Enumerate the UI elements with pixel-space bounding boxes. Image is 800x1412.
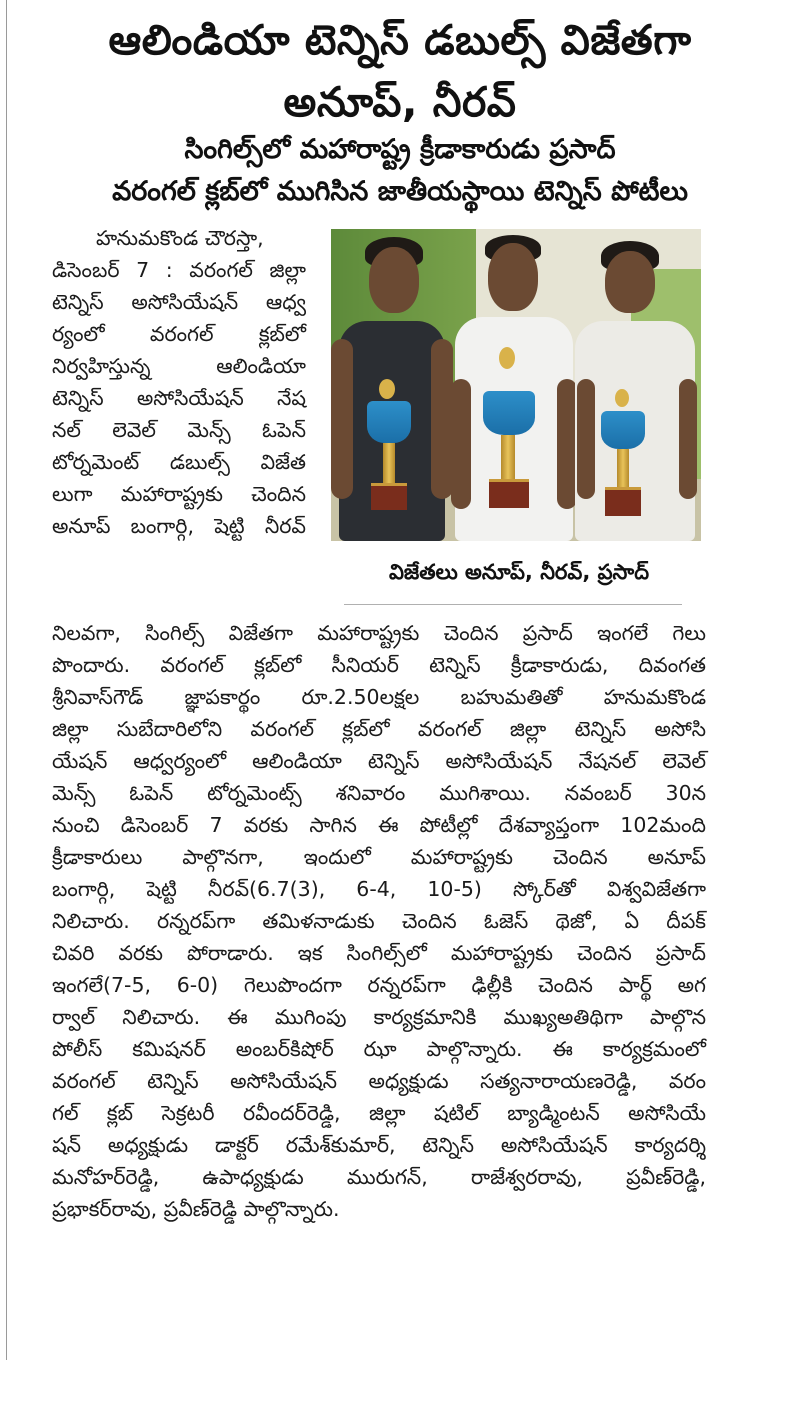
body-line: అనూప్ బంగార్గి, షెట్టి నీరవ్	[52, 514, 306, 538]
body-line: టోర్నమెంట్ డబుల్స్ విజేత	[52, 450, 306, 474]
caption-divider	[344, 604, 682, 605]
body-line: నిర్వహిస్తున్న ఆలిండియా	[52, 354, 306, 378]
body-line: హనుమకొండ చౌరస్తా,	[96, 226, 264, 250]
headline-line-1: ఆలిండియా టెన్నిస్ డబుల్స్ విజేతగా	[108, 16, 692, 64]
body-line: టెన్నిస్ అసోసియేషన్ ఆధ్వ	[52, 290, 306, 314]
body-line: డిసెంబర్ 7 : వరంగల్ జిల్లా	[52, 258, 306, 282]
body-line: నల్ లెవెల్ మెన్స్ ఓపెన్	[52, 418, 306, 442]
body-line: టెన్నిస్ అసోసియేషన్ నేష	[52, 386, 306, 410]
body-line: షన్ అధ్యక్షుడు డాక్టర్ రమేశ్‌కుమార్, టెన్నిస్ అసోసియేషన్ కార్యదర్శి	[52, 1133, 706, 1157]
body-line: ర్వాల్ నిలిచారు. ఈ ముగింపు కార్యక్రమానికి ముఖ్యఅతిథిగా పాల్గొన	[52, 1005, 706, 1029]
body-line: మనోహర్‌రెడ్డి, ఉపాధ్యక్షుడు మురుగన్, రాజేశ్వరరావు, ప్రవీణ్‌రెడ్డి,	[52, 1165, 706, 1189]
body-line: నుంచి డిసెంబర్ 7 వరకు సాగిన ఈ పోటీల్లో దేశవ్యాప్తంగా 102మంది	[52, 813, 706, 837]
body-line: నిలిచారు. రన్నరప్‌గా తమిళనాడుకు చెందిన ఓజెస్ థెజో, ఏ దీపక్	[52, 909, 706, 933]
body-line: పొందారు. వరంగల్ క్లబ్‌లో సీనియర్ టెన్నిస్ క్రీడాకారుడు, దివంగత	[52, 653, 706, 677]
body-line: వరంగల్ టెన్నిస్ అసోసియేషన్ అధ్యక్షుడు సత్యనారాయణరెడ్డి, వరం	[52, 1069, 706, 1093]
subheadline-line-2: వరంగల్ క్లబ్‌లో ముగిసిన జాతీయస్థాయి టెన్నిస్ పోటీలు	[112, 176, 688, 207]
body-line: యేషన్ ఆధ్వర్యంలో ఆలిండియా టెన్నిస్ అసోసియేషన్ నేషనల్ లెవెల్	[52, 749, 706, 773]
body-line: ఇంగలే(7-5, 6-0) గెలుపొందగా రన్నరప్‌గా ఢిల్లీకి చెందిన పార్థ్ అగ	[52, 973, 706, 997]
body-line: క్రీడాకారులు పాల్గొనగా, ఇందులో మహారాష్ట్రకు చెందిన అనూప్	[52, 845, 706, 869]
body-line: నిలవగా, సింగిల్స్ విజేతగా మహారాష్ట్రకు చెందిన ప్రసాద్ ఇంగలే గెలు	[52, 621, 706, 645]
body-line: జిల్లా సుబేదారిలోని వరంగల్ క్లబ్‌లో వరంగల్ జిల్లా టెన్నిస్ అసోసి	[52, 717, 706, 741]
body-line: ర్యంలో వరంగల్ క్లబ్‌లో	[52, 322, 306, 346]
photo-caption: విజేతలు అనూప్, నీరవ్, ప్రసాద్	[388, 560, 650, 584]
column-rule	[6, 0, 7, 1360]
body-line: శ్రీనివాస్‌గౌడ్ జ్ఞాపకార్థం రూ.2.50లక్షల బహుమతితో హనుమకొండ	[52, 685, 706, 709]
subheadline-line-1: సింగిల్స్‌లో మహారాష్ట్ర క్రీడాకారుడు ప్రసాద్	[184, 134, 616, 165]
winners-photo	[331, 229, 701, 541]
body-line: ప్రభాకర్‌రావు, ప్రవీణ్‌రెడ్డి పాల్గొన్నారు.	[52, 1197, 340, 1221]
body-line: చివరి వరకు పోరాడారు. ఇక సింగిల్స్‌లో మహారాష్ట్రకు చెందిన ప్రసాద్	[52, 941, 706, 965]
body-line: లుగా మహారాష్ట్రకు చెందిన	[52, 482, 306, 506]
body-line: బంగార్గి, షెట్టి నీరవ్(6.7(3), 6-4, 10-5) స్కోర్‌తో విశ్వవిజేతగా	[52, 877, 706, 901]
body-line: గల్ క్లబ్ సెక్రటరీ రవీందర్‌రెడ్డి, జిల్లా షటిల్ బ్యాడ్మింటన్ అసోసియే	[52, 1101, 706, 1125]
body-line: పోలీస్ కమిషనర్ అంబర్‌కిషోర్ ఝా పాల్గొన్నారు. ఈ కార్యక్రమంలో	[52, 1037, 706, 1061]
headline-line-2: అనూప్, నీరవ్	[283, 78, 517, 126]
body-line: మెన్స్ ఓపెన్ టోర్నమెంట్స్ శనివారం ముగిశాయి. నవంబర్ 30న	[52, 781, 706, 805]
